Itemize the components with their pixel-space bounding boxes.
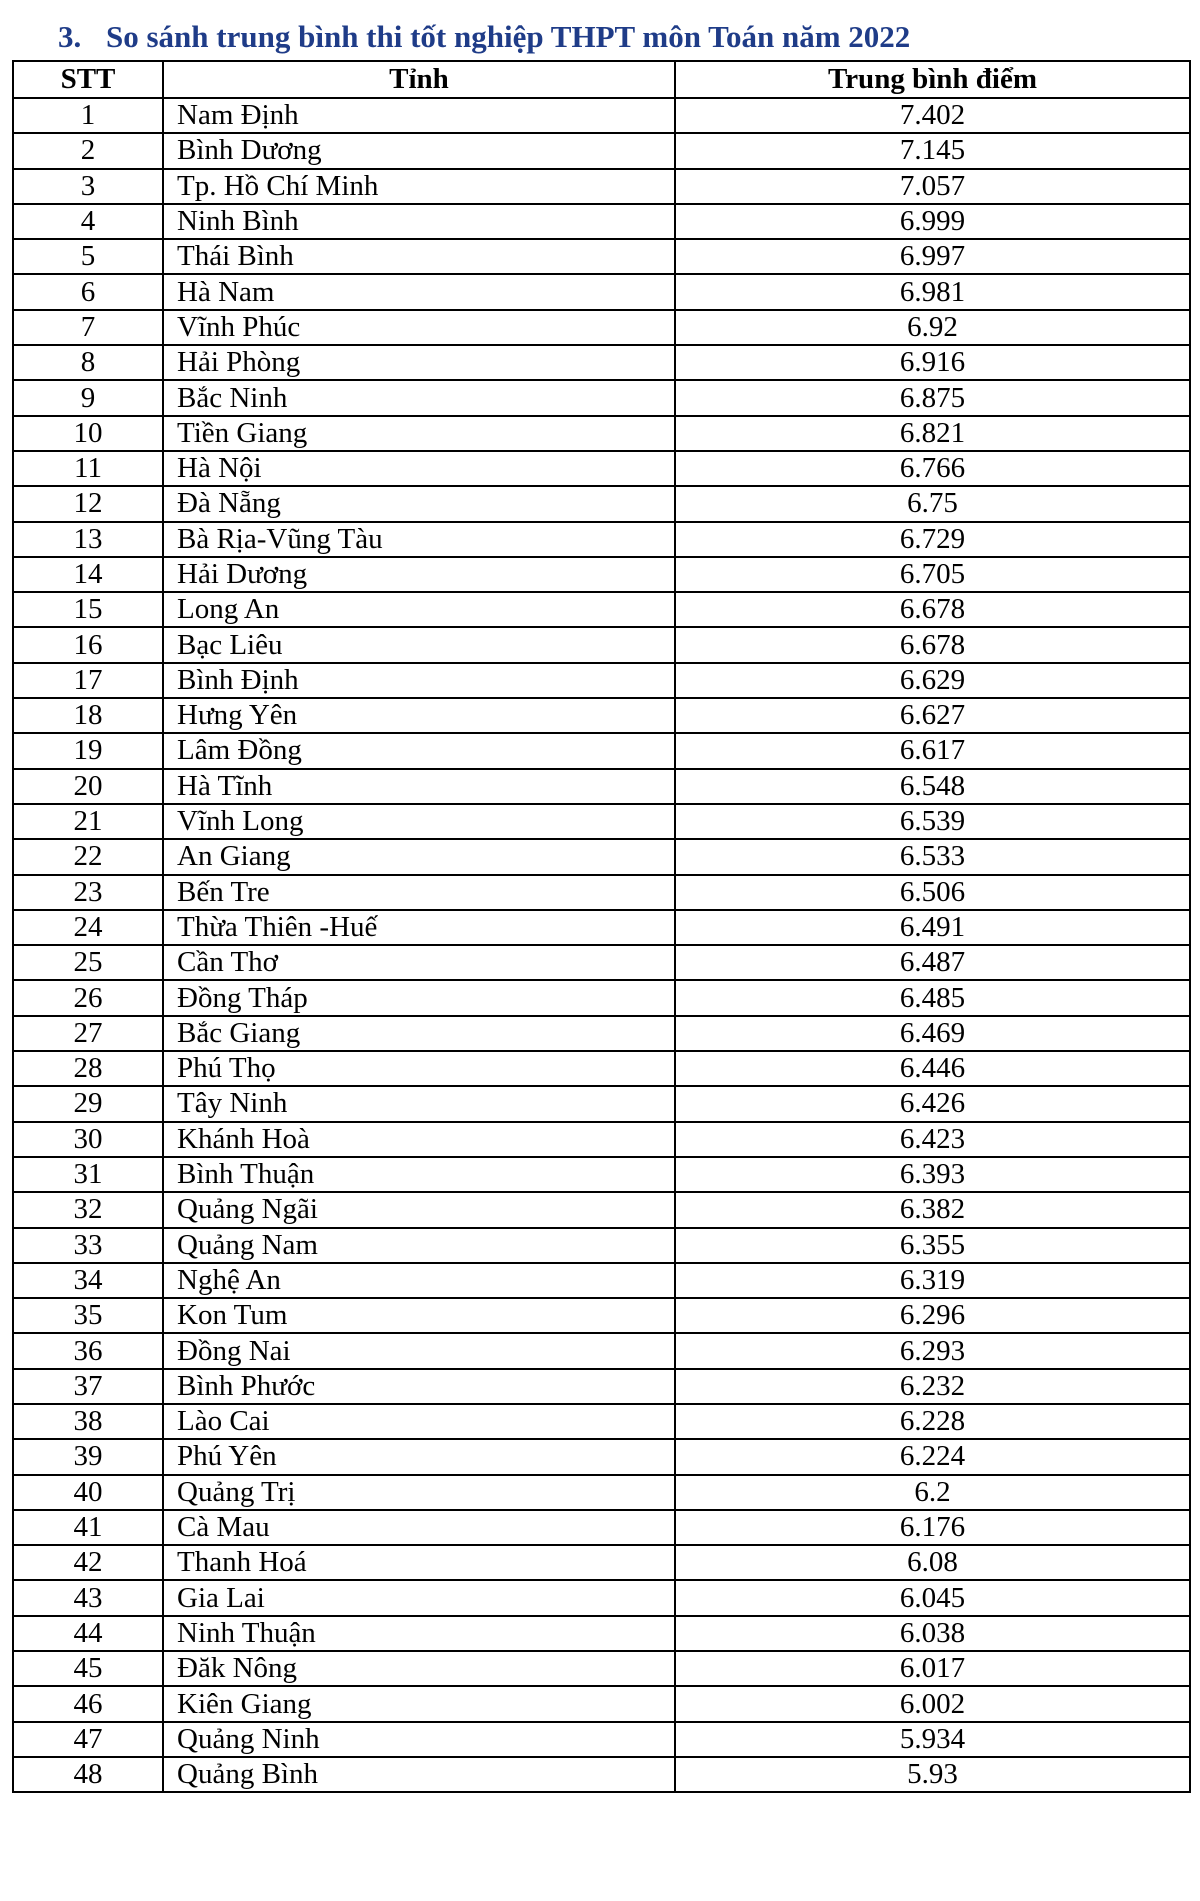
table-row bbox=[13, 1333, 1190, 1368]
province-cell: Vĩnh Long bbox=[163, 804, 675, 839]
average-cell: 6.75 bbox=[675, 486, 1190, 521]
table-row bbox=[13, 98, 1190, 133]
stt-cell: 37 bbox=[13, 1369, 163, 1404]
section-title: So sánh trung bình thi tốt nghiệp THPT môn Toán năm 2022 bbox=[106, 19, 911, 54]
average-cell: 6.533 bbox=[675, 839, 1190, 874]
province-cell: Bình Dương bbox=[163, 133, 675, 168]
stt-cell: 19 bbox=[13, 733, 163, 768]
average-cell: 6.423 bbox=[675, 1122, 1190, 1157]
table-row bbox=[13, 1757, 1190, 1792]
stt-cell: 7 bbox=[13, 310, 163, 345]
table-row bbox=[13, 1192, 1190, 1227]
table-row bbox=[13, 1722, 1190, 1757]
table-row bbox=[13, 451, 1190, 486]
table-row bbox=[13, 133, 1190, 168]
average-cell: 6.228 bbox=[675, 1404, 1190, 1439]
table-row bbox=[13, 1016, 1190, 1051]
average-cell: 6.981 bbox=[675, 274, 1190, 309]
stt-cell: 27 bbox=[13, 1016, 163, 1051]
table-row bbox=[13, 875, 1190, 910]
average-cell: 6.08 bbox=[675, 1545, 1190, 1580]
average-cell: 6.296 bbox=[675, 1298, 1190, 1333]
province-cell: Bình Thuận bbox=[163, 1157, 675, 1192]
average-cell: 6.999 bbox=[675, 204, 1190, 239]
average-cell: 6.2 bbox=[675, 1475, 1190, 1510]
stt-cell: 46 bbox=[13, 1686, 163, 1721]
stt-cell: 5 bbox=[13, 239, 163, 274]
table-row bbox=[13, 1263, 1190, 1298]
table-row bbox=[13, 1510, 1190, 1545]
stt-cell: 33 bbox=[13, 1228, 163, 1263]
average-cell: 6.485 bbox=[675, 980, 1190, 1015]
table-row bbox=[13, 945, 1190, 980]
province-cell: Bến Tre bbox=[163, 875, 675, 910]
stt-cell: 11 bbox=[13, 451, 163, 486]
province-cell: Bạc Liêu bbox=[163, 627, 675, 662]
province-cell: Hà Nội bbox=[163, 451, 675, 486]
province-cell: Bà Rịa-Vũng Tàu bbox=[163, 522, 675, 557]
province-cell: Cà Mau bbox=[163, 1510, 675, 1545]
table-row bbox=[13, 1086, 1190, 1121]
province-cell: Quảng Ngãi bbox=[163, 1192, 675, 1227]
table-row bbox=[13, 1298, 1190, 1333]
section-heading bbox=[58, 14, 910, 60]
stt-cell: 22 bbox=[13, 839, 163, 874]
average-cell: 6.426 bbox=[675, 1086, 1190, 1121]
province-cell: Lâm Đồng bbox=[163, 733, 675, 768]
section-number: 3. bbox=[58, 19, 82, 54]
province-cell: Ninh Thuận bbox=[163, 1616, 675, 1651]
province-cell: Thái Bình bbox=[163, 239, 675, 274]
stt-cell: 43 bbox=[13, 1580, 163, 1615]
stt-cell: 4 bbox=[13, 204, 163, 239]
average-cell: 7.145 bbox=[675, 133, 1190, 168]
table-row bbox=[13, 1122, 1190, 1157]
stt-cell: 29 bbox=[13, 1086, 163, 1121]
average-cell: 6.355 bbox=[675, 1228, 1190, 1263]
province-cell: Quảng Nam bbox=[163, 1228, 675, 1263]
table-row bbox=[13, 1545, 1190, 1580]
province-cell: Bình Định bbox=[163, 663, 675, 698]
table-row bbox=[13, 733, 1190, 768]
province-cell: Vĩnh Phúc bbox=[163, 310, 675, 345]
stt-cell: 42 bbox=[13, 1545, 163, 1580]
province-cell: Nghệ An bbox=[163, 1263, 675, 1298]
province-cell: Cần Thơ bbox=[163, 945, 675, 980]
average-cell: 6.232 bbox=[675, 1369, 1190, 1404]
stt-cell: 28 bbox=[13, 1051, 163, 1086]
province-cell: Long An bbox=[163, 592, 675, 627]
stt-cell: 21 bbox=[13, 804, 163, 839]
province-cell: Khánh Hoà bbox=[163, 1122, 675, 1157]
table-row bbox=[13, 1475, 1190, 1510]
table-row bbox=[13, 204, 1190, 239]
table-row bbox=[13, 627, 1190, 662]
average-cell: 6.446 bbox=[675, 1051, 1190, 1086]
average-cell: 5.934 bbox=[675, 1722, 1190, 1757]
average-cell: 6.875 bbox=[675, 380, 1190, 415]
stt-cell: 10 bbox=[13, 416, 163, 451]
stt-cell: 20 bbox=[13, 769, 163, 804]
stt-cell: 9 bbox=[13, 380, 163, 415]
stt-cell: 24 bbox=[13, 910, 163, 945]
province-cell: Lào Cai bbox=[163, 1404, 675, 1439]
average-cell: 6.487 bbox=[675, 945, 1190, 980]
average-cell: 7.402 bbox=[675, 98, 1190, 133]
province-cell: Đồng Tháp bbox=[163, 980, 675, 1015]
stt-cell: 38 bbox=[13, 1404, 163, 1439]
stt-cell: 32 bbox=[13, 1192, 163, 1227]
average-cell: 6.038 bbox=[675, 1616, 1190, 1651]
table-row bbox=[13, 239, 1190, 274]
table-row bbox=[13, 1686, 1190, 1721]
average-cell: 6.705 bbox=[675, 557, 1190, 592]
average-cell: 6.539 bbox=[675, 804, 1190, 839]
stt-cell: 26 bbox=[13, 980, 163, 1015]
average-cell: 6.997 bbox=[675, 239, 1190, 274]
province-cell: Tiền Giang bbox=[163, 416, 675, 451]
header-stt: STT bbox=[13, 61, 163, 98]
stt-cell: 25 bbox=[13, 945, 163, 980]
score-table bbox=[12, 60, 1191, 1793]
province-cell: Thanh Hoá bbox=[163, 1545, 675, 1580]
province-cell: Hà Nam bbox=[163, 274, 675, 309]
table-row bbox=[13, 1051, 1190, 1086]
average-cell: 6.224 bbox=[675, 1439, 1190, 1474]
table-row bbox=[13, 1616, 1190, 1651]
average-cell: 6.469 bbox=[675, 1016, 1190, 1051]
table-row bbox=[13, 1439, 1190, 1474]
stt-cell: 34 bbox=[13, 1263, 163, 1298]
table-header bbox=[13, 61, 1190, 98]
table-row bbox=[13, 522, 1190, 557]
table-row bbox=[13, 274, 1190, 309]
stt-cell: 12 bbox=[13, 486, 163, 521]
province-cell: Hưng Yên bbox=[163, 698, 675, 733]
average-cell: 6.491 bbox=[675, 910, 1190, 945]
province-cell: Đăk Nông bbox=[163, 1651, 675, 1686]
province-cell: Kon Tum bbox=[163, 1298, 675, 1333]
table-body bbox=[13, 98, 1190, 1792]
average-cell: 6.916 bbox=[675, 345, 1190, 380]
average-cell: 6.627 bbox=[675, 698, 1190, 733]
average-cell: 6.017 bbox=[675, 1651, 1190, 1686]
stt-cell: 36 bbox=[13, 1333, 163, 1368]
table-row bbox=[13, 1580, 1190, 1615]
stt-cell: 40 bbox=[13, 1475, 163, 1510]
average-cell: 6.393 bbox=[675, 1157, 1190, 1192]
province-cell: Tp. Hồ Chí Minh bbox=[163, 169, 675, 204]
table-row bbox=[13, 910, 1190, 945]
table-row bbox=[13, 769, 1190, 804]
table-row bbox=[13, 486, 1190, 521]
province-cell: Ninh Bình bbox=[163, 204, 675, 239]
province-cell: Thừa Thiên -Huế bbox=[163, 910, 675, 945]
average-cell: 6.176 bbox=[675, 1510, 1190, 1545]
province-cell: Đà Nẵng bbox=[163, 486, 675, 521]
table-row bbox=[13, 1157, 1190, 1192]
province-cell: Đồng Nai bbox=[163, 1333, 675, 1368]
average-cell: 6.002 bbox=[675, 1686, 1190, 1721]
stt-cell: 17 bbox=[13, 663, 163, 698]
province-cell: Gia Lai bbox=[163, 1580, 675, 1615]
stt-cell: 14 bbox=[13, 557, 163, 592]
table-row bbox=[13, 345, 1190, 380]
province-cell: Quảng Ninh bbox=[163, 1722, 675, 1757]
header-row bbox=[13, 61, 1190, 98]
table-row bbox=[13, 169, 1190, 204]
average-cell: 6.382 bbox=[675, 1192, 1190, 1227]
average-cell: 6.506 bbox=[675, 875, 1190, 910]
stt-cell: 1 bbox=[13, 98, 163, 133]
province-cell: Kiên Giang bbox=[163, 1686, 675, 1721]
average-cell: 6.729 bbox=[675, 522, 1190, 557]
province-cell: Quảng Bình bbox=[163, 1757, 675, 1792]
header-province: Tỉnh bbox=[163, 61, 675, 98]
province-cell: Bình Phước bbox=[163, 1369, 675, 1404]
stt-cell: 47 bbox=[13, 1722, 163, 1757]
province-cell: Quảng Trị bbox=[163, 1475, 675, 1510]
stt-cell: 13 bbox=[13, 522, 163, 557]
average-cell: 6.629 bbox=[675, 663, 1190, 698]
average-cell: 6.548 bbox=[675, 769, 1190, 804]
average-cell: 6.678 bbox=[675, 627, 1190, 662]
table-row bbox=[13, 416, 1190, 451]
table-row bbox=[13, 1228, 1190, 1263]
stt-cell: 23 bbox=[13, 875, 163, 910]
stt-cell: 41 bbox=[13, 1510, 163, 1545]
table-row bbox=[13, 804, 1190, 839]
average-cell: 6.678 bbox=[675, 592, 1190, 627]
table-row bbox=[13, 592, 1190, 627]
province-cell: Phú Yên bbox=[163, 1439, 675, 1474]
table-row bbox=[13, 980, 1190, 1015]
header-average: Trung bình điểm bbox=[675, 61, 1190, 98]
average-cell: 5.93 bbox=[675, 1757, 1190, 1792]
table-row bbox=[13, 1404, 1190, 1439]
average-cell: 6.821 bbox=[675, 416, 1190, 451]
stt-cell: 44 bbox=[13, 1616, 163, 1651]
stt-cell: 35 bbox=[13, 1298, 163, 1333]
average-cell: 6.617 bbox=[675, 733, 1190, 768]
table-row bbox=[13, 557, 1190, 592]
stt-cell: 3 bbox=[13, 169, 163, 204]
table-row bbox=[13, 310, 1190, 345]
average-cell: 6.293 bbox=[675, 1333, 1190, 1368]
province-cell: Hà Tĩnh bbox=[163, 769, 675, 804]
province-cell: Hải Dương bbox=[163, 557, 675, 592]
average-cell: 6.319 bbox=[675, 1263, 1190, 1298]
average-cell: 6.92 bbox=[675, 310, 1190, 345]
average-cell: 6.045 bbox=[675, 1580, 1190, 1615]
stt-cell: 48 bbox=[13, 1757, 163, 1792]
stt-cell: 39 bbox=[13, 1439, 163, 1474]
stt-cell: 18 bbox=[13, 698, 163, 733]
stt-cell: 45 bbox=[13, 1651, 163, 1686]
province-cell: An Giang bbox=[163, 839, 675, 874]
province-cell: Nam Định bbox=[163, 98, 675, 133]
province-cell: Bắc Ninh bbox=[163, 380, 675, 415]
table-row bbox=[13, 663, 1190, 698]
province-cell: Hải Phòng bbox=[163, 345, 675, 380]
table-row bbox=[13, 698, 1190, 733]
stt-cell: 8 bbox=[13, 345, 163, 380]
stt-cell: 6 bbox=[13, 274, 163, 309]
table-row bbox=[13, 1651, 1190, 1686]
average-cell: 6.766 bbox=[675, 451, 1190, 486]
stt-cell: 30 bbox=[13, 1122, 163, 1157]
table-row bbox=[13, 380, 1190, 415]
stt-cell: 16 bbox=[13, 627, 163, 662]
stt-cell: 31 bbox=[13, 1157, 163, 1192]
stt-cell: 2 bbox=[13, 133, 163, 168]
average-cell: 7.057 bbox=[675, 169, 1190, 204]
province-cell: Tây Ninh bbox=[163, 1086, 675, 1121]
table-row bbox=[13, 839, 1190, 874]
stt-cell: 15 bbox=[13, 592, 163, 627]
province-cell: Bắc Giang bbox=[163, 1016, 675, 1051]
province-cell: Phú Thọ bbox=[163, 1051, 675, 1086]
table-row bbox=[13, 1369, 1190, 1404]
